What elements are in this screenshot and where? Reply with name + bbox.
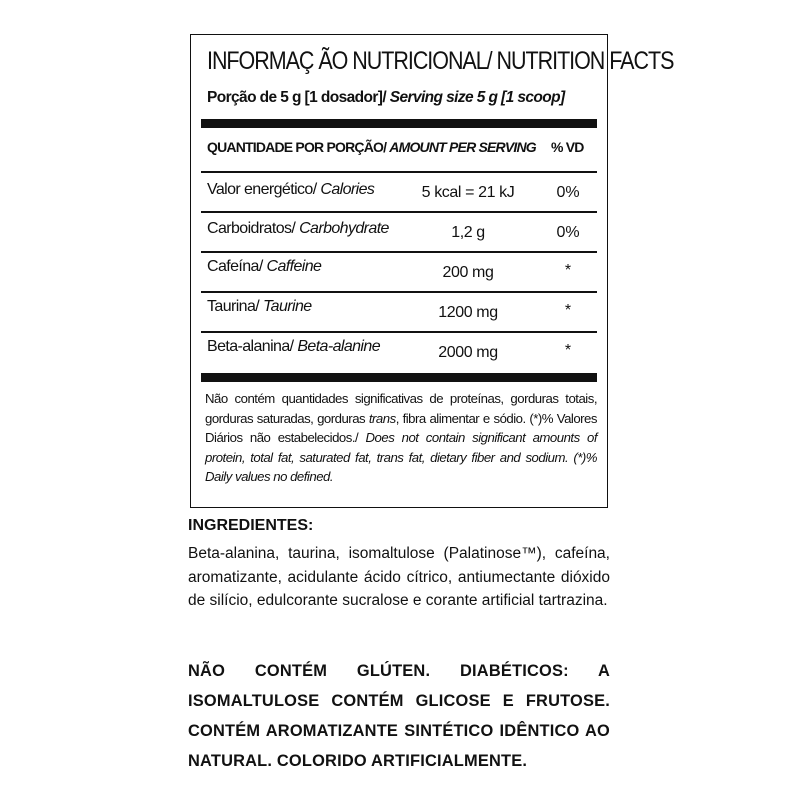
nutrient-name-pt: Carboidratos/	[207, 220, 300, 237]
nutrient-daily-value: *	[564, 302, 572, 319]
panel-title: INFORMAÇ ÃO NUTRICIONAL/ NUTRITION FACTS	[207, 47, 674, 75]
nutrient-amount: 200 mg	[442, 264, 494, 281]
nutrient-amount: 1200 mg	[438, 304, 498, 321]
thick-divider	[201, 373, 597, 382]
nutrient-row	[191, 292, 607, 332]
amount-header-en: AMOUNT PER SERVING	[389, 139, 536, 155]
footnote-pt-cont: , fibra alimentar e sódio. (*)% Valores Diários não estabelecidos./	[205, 410, 597, 445]
nutrient-name	[207, 181, 374, 199]
nutrient-name-pt: Beta-alanina/	[207, 338, 298, 355]
nutrient-daily-value: *	[564, 262, 572, 279]
daily-value-header: % VD	[551, 139, 584, 155]
nutrient-row	[191, 172, 607, 212]
nutrient-daily-value: 0%	[556, 184, 580, 201]
amount-per-serving-header	[207, 139, 536, 155]
ingredients-title: INGREDIENTES:	[188, 517, 314, 534]
thick-divider	[201, 119, 597, 128]
nutrient-name-en: Caffeine	[266, 258, 322, 275]
nutrient-amount: 2000 mg	[438, 344, 498, 361]
nutrient-name	[207, 338, 380, 356]
nutrient-name	[207, 298, 312, 316]
nutrient-daily-value: *	[564, 342, 572, 359]
nutrient-name	[207, 258, 321, 276]
nutrient-name-en: Beta-alanine	[297, 338, 380, 355]
nutrition-footnote	[205, 389, 597, 487]
nutrient-row	[191, 332, 607, 372]
nutrient-row	[191, 252, 607, 292]
nutrient-amount: 5 kcal = 21 kJ	[421, 184, 515, 201]
nutrient-name-pt: Cafeína/	[207, 258, 267, 275]
nutrient-amount: 1,2 g	[451, 224, 485, 241]
footnote-pt: Não contém quantidades significativas de proteínas, gorduras totais, gorduras saturadas, gorduras	[205, 391, 597, 426]
nutrient-name-en: Taurine	[262, 298, 312, 315]
nutrient-name-en: Carbohydrate	[299, 220, 389, 237]
allergen-warning: NÃO CONTÉM GLÚTEN. DIABÉTICOS: A ISOMALTULOSE CONTÉM GLICOSE E FRUTOSE. CONTÉM AROMATIZANTE SINTÉTICO IDÊNTICO AO NATURAL. COLORIDO ARTIFICIALMENTE.	[188, 662, 610, 770]
serving-size	[207, 89, 565, 107]
nutrient-name-en: Calories	[320, 181, 375, 198]
serving-size-en: Serving size 5 g [1 scoop]	[389, 89, 565, 106]
nutrition-facts-panel	[190, 34, 674, 508]
nutrient-name	[207, 220, 389, 238]
serving-size-pt: Porção de 5 g [1 dosador]/	[207, 89, 390, 106]
ingredients-text: Beta-alanina, taurina, isomaltulose (Palatinose™), cafeína, aromatizante, acidulante ácido cítrico, antiumectante dióxido de silício, edulcorante sucralose e corante artificial tartrazina.	[188, 545, 610, 609]
amount-header-pt: QUANTIDADE POR PORÇÃO/	[207, 139, 390, 155]
nutrient-name-pt: Taurina/	[207, 298, 263, 315]
nutrient-daily-value: 0%	[556, 224, 580, 241]
footnote-en: Does not contain significant amounts of protein, total fat, saturated fat, trans fat, dietary fiber and sodium. (*)% Daily values no defined.	[205, 430, 597, 484]
footnote-pt-trans: trans	[368, 410, 396, 426]
nutrient-row	[191, 212, 607, 252]
nutrient-name-pt: Valor energético/	[207, 181, 321, 198]
